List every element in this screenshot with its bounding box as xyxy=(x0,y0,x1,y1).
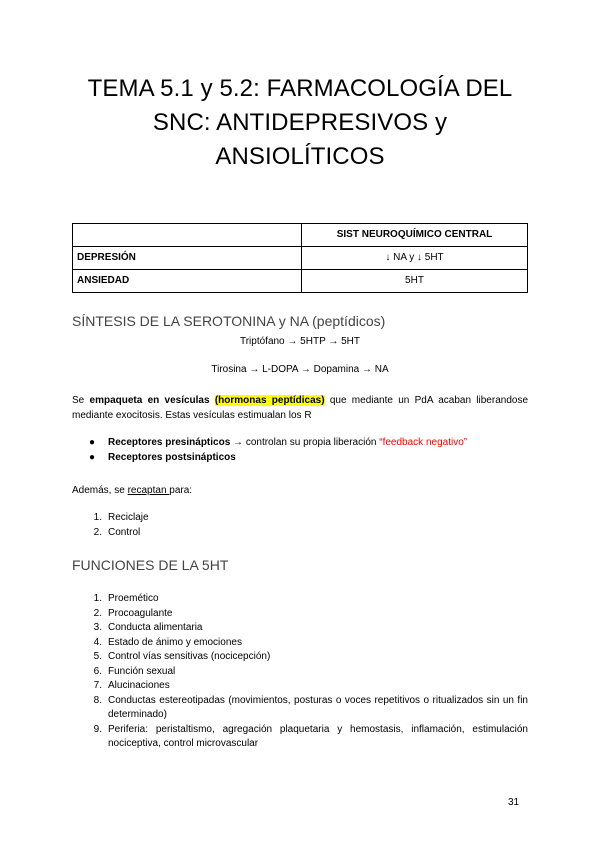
list-item xyxy=(72,679,528,694)
list-item-text: Conducta alimentaria xyxy=(108,622,203,633)
list-item-bold: Receptores postsinápticos xyxy=(108,451,236,463)
list-item xyxy=(72,526,528,541)
list-number: 8. xyxy=(93,694,102,706)
list-item-text: Control vías sensitivas (nocicepción) xyxy=(108,651,271,662)
recapture-list xyxy=(72,511,528,540)
table-header-row xyxy=(73,224,528,247)
list-item-text: Reciclaje xyxy=(108,512,149,523)
list-number: 6. xyxy=(93,665,102,677)
para-text: Se xyxy=(72,395,90,406)
list-number: 5. xyxy=(93,651,102,662)
list-item xyxy=(72,436,528,451)
table-row-value: 5HT xyxy=(302,270,528,293)
table-row-value: ↓ NA y ↓ 5HT xyxy=(302,247,528,270)
page-number: 31 xyxy=(508,797,520,808)
page-title: TEMA 5.1 y 5.2: FARMACOLOGÍA DEL SNC: ANTIDEPRESIVOS y ANSIOLÍTICOS xyxy=(87,75,513,170)
list-item-text: Proemético xyxy=(108,593,159,604)
list-number: 2. xyxy=(93,526,102,538)
table-header-cell: SIST NEUROQUÍMICO CENTRAL xyxy=(302,224,528,247)
list-item-text: Control xyxy=(108,526,141,538)
list-item-text: → controlan su propia liberación xyxy=(230,437,380,448)
section-heading-synthesis: SÍNTESIS DE LA SEROTONINA y NA (peptídicos) xyxy=(72,313,386,329)
list-item xyxy=(72,511,528,526)
list-number: 3. xyxy=(93,622,102,633)
list-number: 9. xyxy=(93,723,102,735)
para-bold: empaqueta en vesículas xyxy=(89,395,210,406)
table-row xyxy=(73,270,528,293)
list-item xyxy=(72,665,528,680)
table-row xyxy=(73,247,528,270)
list-item xyxy=(72,694,528,723)
list-item xyxy=(72,592,528,607)
summary-table xyxy=(72,223,528,293)
underlined-text: recaptan xyxy=(127,485,170,496)
list-item-bold: Receptores presinápticos xyxy=(108,437,231,448)
list-item xyxy=(72,621,528,636)
list-item-text: Alucinaciones xyxy=(108,680,170,691)
para-text: que mediante un PdA acaban liberandose mediante exocitosis. Estas vesículas estimualan los R xyxy=(72,395,529,421)
list-item-text: Conductas estereotipadas (movimientos, posturas o voces repetitivos o ritualizados sin un fin determinado) xyxy=(108,694,528,720)
list-item xyxy=(72,451,528,466)
functions-list xyxy=(72,592,528,752)
list-number: 1. xyxy=(93,593,102,604)
list-number: 4. xyxy=(93,636,102,648)
section-heading-functions: FUNCIONES DE LA 5HT xyxy=(72,557,229,573)
receptor-list xyxy=(72,436,528,465)
para-text: para: xyxy=(169,485,193,496)
pathway-serotonin: Triptófano → 5HTP → 5HT xyxy=(239,336,361,347)
list-item-text: Función sexual xyxy=(108,665,176,677)
vesicle-paragraph xyxy=(72,393,528,423)
table-corner-cell xyxy=(73,224,302,247)
list-item xyxy=(72,723,528,752)
table-row-label: ANSIEDAD xyxy=(73,270,302,293)
list-number: 7. xyxy=(93,680,102,691)
para-text: Además, se xyxy=(72,485,128,496)
list-item xyxy=(72,650,528,665)
bullet-icon: ● xyxy=(89,437,96,448)
list-item xyxy=(72,636,528,651)
list-number: 1. xyxy=(93,512,102,523)
list-item xyxy=(72,607,528,622)
highlighted-text: (hormonas peptídicas) xyxy=(214,395,325,406)
list-item-red-text: “feedback negativo” xyxy=(379,437,468,448)
list-item-text: Estado de ánimo y emociones xyxy=(108,636,242,648)
pathway-noradrenaline: Tirosina → L-DOPA → Dopamina → NA xyxy=(211,364,389,375)
table-row-label: DEPRESIÓN xyxy=(73,247,302,270)
list-item-text: Periferia: peristaltismo, agregación plaquetaria y hemostasis, inflamación, estimulación nociceptiva, control microvascular xyxy=(108,723,528,749)
list-number: 2. xyxy=(93,607,102,619)
list-item-text: Procoagulante xyxy=(108,607,173,619)
bullet-icon: ● xyxy=(89,451,96,463)
recapture-intro xyxy=(72,483,528,498)
